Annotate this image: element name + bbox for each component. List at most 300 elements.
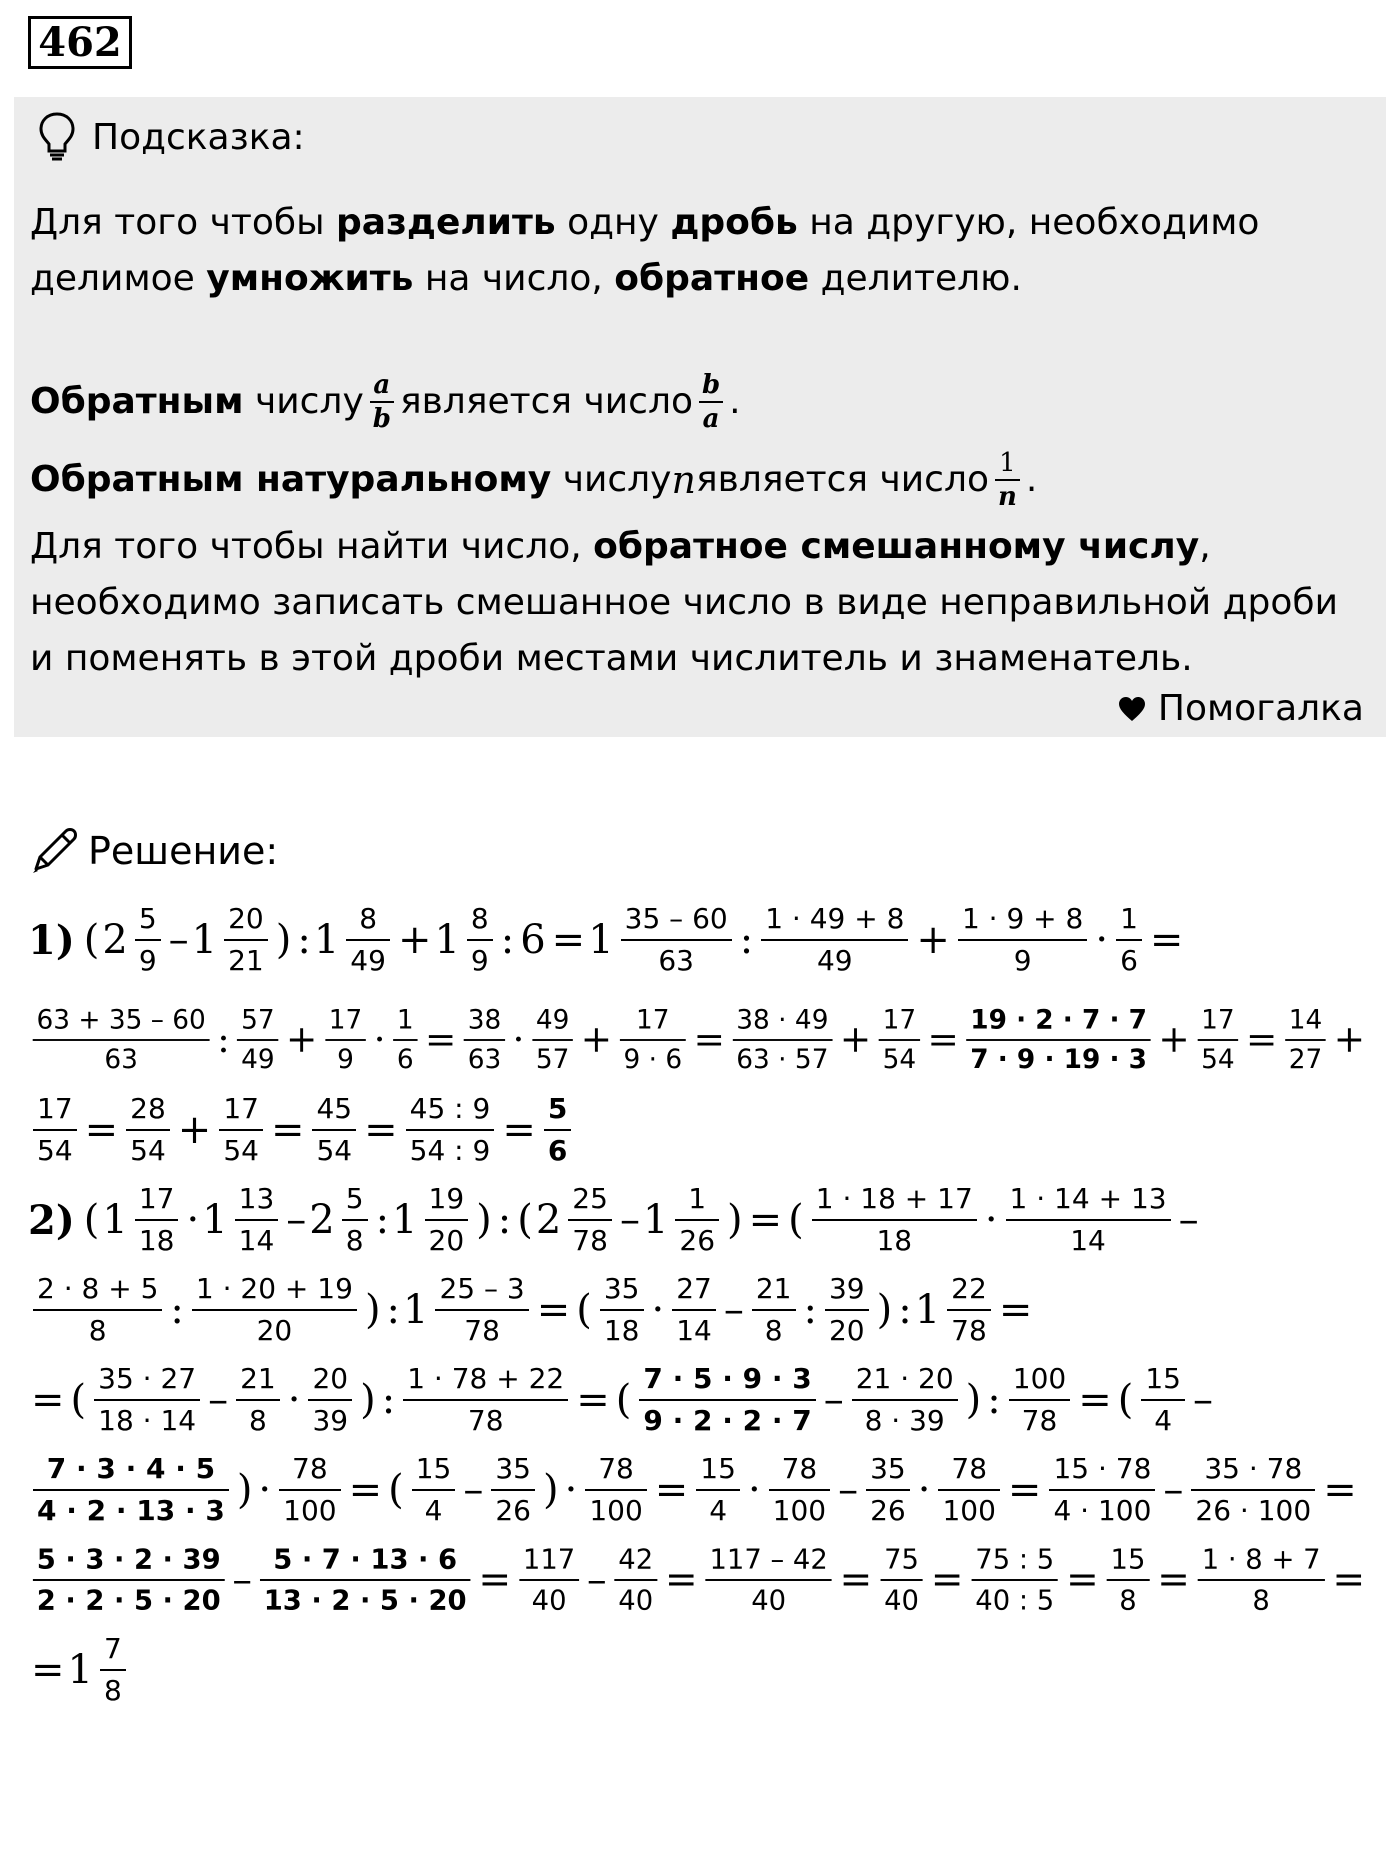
denominator: 13 · 2 · 5 · 20	[263, 1583, 467, 1617]
math-operator: :	[297, 917, 311, 963]
fraction-body	[733, 1004, 833, 1075]
denominator: 8	[1119, 1583, 1137, 1617]
numerator: 17	[138, 1182, 175, 1215]
math-operator: –	[723, 1287, 744, 1333]
fraction-body	[880, 1542, 923, 1617]
math-operator: ·	[373, 1018, 386, 1062]
denominator: 63 · 57	[736, 1043, 829, 1075]
fraction	[764, 1452, 835, 1527]
denominator: 9 · 2 · 2 · 7	[643, 1404, 812, 1437]
solution-line	[28, 1170, 1202, 1270]
denominator: 49	[350, 944, 386, 977]
fraction-bar	[219, 1129, 263, 1131]
numerator: 38 · 49	[736, 1004, 829, 1036]
math-operator: –	[208, 1377, 229, 1423]
fraction-body	[1006, 1182, 1171, 1257]
fraction-bar	[308, 1399, 352, 1401]
fraction-body	[761, 902, 908, 977]
numerator: 17	[328, 1004, 363, 1036]
denominator: 8	[1252, 1583, 1270, 1617]
fraction-body	[620, 1004, 686, 1075]
fraction-bar	[33, 1489, 229, 1491]
solution-title: Решение:	[88, 829, 279, 873]
fraction-bar	[866, 1489, 910, 1491]
fraction	[875, 1542, 928, 1617]
fraction-bar	[491, 1489, 535, 1491]
math-operator: :	[803, 1287, 817, 1333]
fraction-body	[639, 1362, 815, 1437]
numerator: 8	[359, 902, 378, 935]
fraction-body	[406, 1092, 495, 1167]
fraction-bar	[696, 1489, 740, 1491]
solution-line	[28, 890, 1186, 990]
math-operator: =	[839, 1557, 873, 1603]
denominator: 26	[679, 1224, 716, 1257]
numerator: 38	[467, 1004, 502, 1036]
denominator: 4 · 100	[1053, 1494, 1152, 1527]
fraction-bar	[672, 1309, 716, 1311]
fraction-body	[412, 1452, 456, 1527]
fraction-body	[696, 1452, 740, 1527]
mixed-number	[191, 902, 273, 977]
math-operator: ·	[651, 1287, 665, 1333]
denominator: 4	[424, 1494, 443, 1527]
fraction-body	[135, 1182, 179, 1257]
hint-header	[38, 107, 305, 167]
bold-text: обратное	[614, 258, 810, 299]
math-operator: +	[580, 1018, 613, 1062]
math-operator: ·	[258, 1467, 272, 1513]
numerator: 1 · 18 + 17	[815, 1182, 973, 1215]
numerator: 35 · 78	[1204, 1452, 1303, 1485]
math-operator: =	[654, 1467, 689, 1513]
solution-line	[28, 1260, 1035, 1360]
fraction-body	[544, 1092, 571, 1167]
mixed-number	[588, 902, 737, 977]
fraction-body	[237, 1004, 278, 1075]
math-operator: )	[543, 1467, 559, 1513]
math-operator: =	[693, 1018, 725, 1062]
fraction	[953, 902, 1092, 977]
math-operator: =	[664, 1557, 698, 1603]
math-operator: +	[1158, 1018, 1190, 1062]
denominator: 100	[589, 1494, 643, 1527]
fraction-bar	[1107, 1579, 1150, 1581]
fraction-body	[260, 1542, 471, 1617]
math-operator: (	[83, 1197, 100, 1243]
solution-line	[28, 1531, 1368, 1629]
math-operator: –	[586, 1557, 607, 1603]
denominator: 63	[658, 944, 694, 977]
math-operator: :	[497, 1197, 512, 1243]
hint-title: Подсказка:	[92, 116, 305, 158]
mixed-number	[313, 902, 395, 977]
math-operator: )	[476, 1197, 492, 1243]
denominator: 63	[104, 1043, 138, 1075]
whole-part: 1	[102, 1197, 128, 1243]
numerator: 78	[781, 1452, 818, 1485]
math-operator: ·	[512, 1018, 525, 1062]
numerator: 35 – 60	[624, 902, 728, 935]
fraction-bar	[135, 1219, 179, 1221]
denominator: 7 · 9 · 19 · 3	[970, 1043, 1147, 1075]
fraction-body	[519, 1542, 579, 1617]
denominator: 100	[942, 1494, 996, 1527]
fraction-body	[947, 1272, 991, 1347]
pencil-icon	[28, 825, 78, 877]
fraction-bar	[235, 1219, 279, 1221]
math-operator: :	[217, 1018, 230, 1062]
math-operator: =	[930, 1557, 964, 1603]
fraction-bar	[260, 1579, 471, 1581]
denominator: 18	[138, 1224, 175, 1257]
text: Для того чтобы найти число,	[30, 526, 594, 567]
numerator: 42	[618, 1542, 654, 1576]
math-operator: )	[275, 917, 292, 963]
denominator: 27	[1288, 1043, 1323, 1075]
math-operator: ·	[186, 1197, 200, 1243]
fraction	[807, 1182, 982, 1257]
denominator: 9 · 6	[623, 1043, 683, 1075]
text: одну	[555, 202, 671, 243]
fraction-bar	[192, 1309, 357, 1311]
denominator: 40	[884, 1583, 919, 1617]
math-operator: –	[463, 1467, 484, 1513]
fraction-bar	[100, 1669, 126, 1671]
step-label: 1)	[28, 916, 75, 964]
fraction	[966, 1542, 1063, 1617]
denominator: 14	[238, 1224, 275, 1257]
fraction	[933, 1452, 1004, 1527]
denominator: 40	[618, 1583, 654, 1617]
denominator: 8	[345, 1224, 364, 1257]
mixed-number	[535, 1182, 617, 1257]
fraction-body	[1009, 1362, 1070, 1437]
numerator: 15	[1110, 1542, 1146, 1576]
fraction-bar	[752, 1309, 796, 1311]
fraction: 1 n	[995, 450, 1020, 510]
fraction-bar	[412, 1489, 456, 1491]
fraction-bar	[1009, 1399, 1070, 1401]
fraction	[28, 1452, 234, 1527]
fraction	[307, 1092, 361, 1167]
numerator: 14	[1288, 1004, 1323, 1036]
math-operator: =	[1078, 1377, 1112, 1423]
numerator: 20	[312, 1362, 349, 1395]
math-operator: :	[386, 1287, 401, 1333]
fraction-bar	[279, 1489, 340, 1491]
fraction	[1193, 1542, 1329, 1617]
fraction	[1193, 1004, 1243, 1075]
fraction	[1102, 1542, 1155, 1617]
fraction-body	[1197, 1004, 1238, 1075]
math-operator: ·	[287, 1377, 301, 1423]
fraction-body	[1141, 1362, 1185, 1437]
denominator: 26	[870, 1494, 906, 1527]
mixed-number	[309, 1182, 372, 1257]
fraction-body	[33, 1542, 225, 1617]
math-operator: =	[748, 1197, 783, 1243]
math-operator: –	[1178, 1197, 1199, 1243]
math-operator: :	[500, 917, 515, 963]
fraction-bar	[236, 1399, 280, 1401]
math-operator: :	[375, 1197, 390, 1243]
fraction-bar	[464, 1039, 505, 1041]
denominator: 20	[828, 1314, 865, 1347]
denominator: 18	[876, 1224, 913, 1257]
fraction-body	[308, 1362, 352, 1437]
denominator: 49	[241, 1043, 275, 1075]
denominator: 9	[138, 944, 157, 977]
numerator: 21	[240, 1362, 276, 1395]
denominator: 54	[316, 1134, 353, 1167]
math-operator: (	[70, 1377, 87, 1423]
fraction-body	[135, 902, 161, 977]
fraction-bar	[812, 1219, 977, 1221]
text: числу	[551, 459, 672, 500]
denominator: 26 · 100	[1195, 1494, 1312, 1527]
fraction-bar	[879, 1039, 920, 1041]
fraction-body	[435, 1272, 528, 1347]
solution-line	[28, 1350, 1216, 1450]
math-operator: )	[965, 1377, 982, 1423]
fraction	[459, 1004, 509, 1075]
numerator: 45	[316, 1092, 353, 1125]
fraction-body	[852, 1362, 958, 1437]
numerator: 19 · 2 · 7 · 7	[970, 1004, 1147, 1036]
numerator: 117 – 42	[709, 1542, 828, 1576]
fraction-bar	[224, 939, 268, 941]
denominator: 54	[223, 1134, 259, 1167]
math-operator: =	[1157, 1557, 1190, 1603]
fraction	[1111, 902, 1147, 977]
denominator: 78	[1021, 1404, 1058, 1437]
numerator: 78	[598, 1452, 634, 1485]
numerator: 15 · 78	[1053, 1452, 1152, 1485]
fraction	[303, 1362, 357, 1437]
numerator: 5 · 3 · 2 · 39	[36, 1542, 221, 1576]
fraction-bar	[971, 1579, 1058, 1581]
fraction-bar	[761, 939, 908, 941]
hint-body	[30, 195, 1370, 687]
math-operator: :	[898, 1287, 912, 1333]
fraction-bar	[33, 1309, 162, 1311]
math-operator: ·	[564, 1467, 578, 1513]
denominator: 18	[603, 1314, 640, 1347]
fraction-bar	[585, 1489, 646, 1491]
denominator: 6	[1120, 944, 1138, 977]
fraction	[1044, 1452, 1160, 1527]
math-operator: =	[536, 1287, 571, 1333]
numerator: 75	[884, 1542, 919, 1576]
fraction-bar	[346, 939, 390, 941]
denominator: 57	[535, 1043, 570, 1075]
denominator: 6	[396, 1043, 414, 1075]
whole-part: 1	[588, 917, 614, 963]
mixed-number	[202, 1182, 283, 1257]
fraction-bar	[33, 1039, 210, 1041]
fraction	[962, 1004, 1156, 1075]
fraction	[388, 1004, 422, 1075]
fraction-bar	[544, 1129, 571, 1131]
fraction-body	[675, 1182, 719, 1257]
fraction	[874, 1004, 924, 1075]
fraction-body	[126, 1092, 170, 1167]
denominator: 14	[676, 1314, 712, 1347]
numerator: 1 · 8 + 7	[1201, 1542, 1321, 1576]
denominator: 78	[951, 1314, 987, 1347]
text: на число,	[413, 258, 615, 299]
numerator: 20	[228, 902, 264, 935]
math-operator: :	[170, 1287, 184, 1333]
denominator: 40 : 5	[975, 1583, 1055, 1617]
credit-label: Помогалка	[1157, 688, 1364, 729]
numerator: 49	[535, 1004, 570, 1036]
mixed-number	[434, 902, 497, 977]
math-operator: =	[348, 1467, 383, 1513]
fraction	[747, 1272, 801, 1347]
solution-line	[28, 1440, 1360, 1540]
fraction	[615, 1004, 691, 1075]
numerator: 117	[522, 1542, 576, 1576]
fraction	[1004, 1362, 1075, 1437]
fraction	[667, 1272, 721, 1347]
numerator: 1 · 9 + 8	[961, 902, 1084, 935]
fraction-bar	[825, 1309, 869, 1311]
fraction-body	[1116, 902, 1142, 977]
math-operator: (	[788, 1197, 804, 1243]
fraction	[820, 1272, 874, 1347]
fraction-bar	[33, 1129, 77, 1131]
math-operator: (	[615, 1377, 632, 1423]
math-operator: )	[360, 1377, 376, 1423]
lightbulb-icon	[38, 111, 76, 163]
mixed-number	[642, 1182, 724, 1257]
fraction-bar	[1116, 939, 1142, 941]
fraction-body	[769, 1452, 830, 1527]
denominator: 54	[882, 1043, 917, 1075]
fraction-body	[425, 1182, 469, 1257]
math-operator: ·	[1095, 917, 1109, 963]
fraction-body	[966, 1004, 1150, 1075]
math-operator: (	[388, 1467, 404, 1513]
math-operator: )	[727, 1197, 743, 1243]
fraction	[514, 1542, 584, 1617]
denominator: 20	[428, 1224, 465, 1257]
fraction-bar	[958, 939, 1087, 941]
math-operator: –	[168, 917, 189, 963]
numerator: 27	[676, 1272, 712, 1305]
fraction-body	[219, 1092, 263, 1167]
fraction-body	[938, 1452, 999, 1527]
fraction-body	[33, 1272, 162, 1347]
mixed-number	[914, 1272, 996, 1347]
numerator: 63 + 35 – 60	[36, 1004, 206, 1036]
numerator: 8	[470, 902, 489, 935]
denominator: 54	[130, 1134, 166, 1167]
fraction-body	[224, 902, 268, 977]
fraction-body	[621, 902, 732, 977]
fraction	[233, 1004, 283, 1075]
fraction	[407, 1452, 461, 1527]
numerator: 35	[603, 1272, 640, 1305]
hint-paragraph-2	[30, 363, 1370, 441]
math-operator: +	[285, 1018, 318, 1062]
math-operator: :	[987, 1377, 1001, 1423]
math-operator: =	[31, 1377, 65, 1423]
math-operator: )	[876, 1287, 893, 1333]
math-operator: =	[364, 1107, 398, 1153]
numerator: 75 : 5	[975, 1542, 1055, 1576]
math-operator: +	[1333, 1018, 1366, 1062]
numerator: 35	[870, 1452, 906, 1485]
fraction	[1136, 1362, 1190, 1437]
whole-part: 1	[642, 1197, 669, 1243]
fraction-bar	[342, 1219, 368, 1221]
fraction-bar	[519, 1579, 579, 1581]
numerator: 1 · 49 + 8	[765, 902, 905, 935]
denominator: 40	[751, 1583, 787, 1617]
fraction-bar	[1049, 1489, 1155, 1491]
whole-part: 1	[191, 917, 218, 963]
fraction	[527, 1004, 577, 1075]
denominator: 40	[531, 1583, 567, 1617]
numerator: 15	[415, 1452, 452, 1485]
fraction-bar	[938, 1489, 999, 1491]
denominator: 18 · 14	[98, 1404, 197, 1437]
fraction	[28, 1092, 82, 1167]
denominator: 63	[467, 1043, 502, 1075]
fraction	[609, 1542, 662, 1617]
hint-paragraph-4	[30, 519, 1370, 687]
numerator: 1	[396, 1004, 414, 1036]
fraction	[28, 1542, 229, 1617]
bold-text: разделить	[335, 202, 556, 243]
denominator: 8 · 39	[864, 1404, 945, 1437]
whole-part: 1	[392, 1197, 418, 1243]
whole-part: 1	[403, 1287, 429, 1333]
fraction-body	[393, 1004, 417, 1075]
denominator: 21	[228, 944, 264, 977]
fraction-bar	[1006, 1219, 1171, 1221]
whole-part: 2	[535, 1197, 562, 1243]
fraction	[28, 1004, 214, 1075]
fraction-bar	[1197, 1039, 1238, 1041]
fraction-body	[1191, 1452, 1315, 1527]
fraction	[231, 1362, 285, 1437]
fraction-body	[866, 1452, 910, 1527]
math-operator: )	[364, 1287, 381, 1333]
fraction-bar	[852, 1399, 958, 1401]
numerator: 100	[1012, 1362, 1067, 1395]
fraction-bar	[947, 1309, 991, 1311]
numerator: 15	[700, 1452, 736, 1485]
denominator: 8	[103, 1674, 122, 1707]
fraction-bar	[880, 1579, 923, 1581]
numerator: 25	[572, 1182, 608, 1215]
denominator: 54	[1201, 1043, 1235, 1075]
fraction-bar	[1198, 1579, 1325, 1581]
whole-part: 1	[914, 1287, 941, 1333]
bold-text: умножить	[206, 258, 414, 299]
step-label: 2)	[28, 1196, 75, 1244]
fraction	[255, 1542, 476, 1617]
math-operator: =	[1323, 1467, 1357, 1513]
numerator: 5	[547, 1092, 568, 1125]
fraction-bar	[620, 1039, 686, 1041]
numerator: 13	[238, 1182, 275, 1215]
mixed-number	[102, 1182, 183, 1257]
